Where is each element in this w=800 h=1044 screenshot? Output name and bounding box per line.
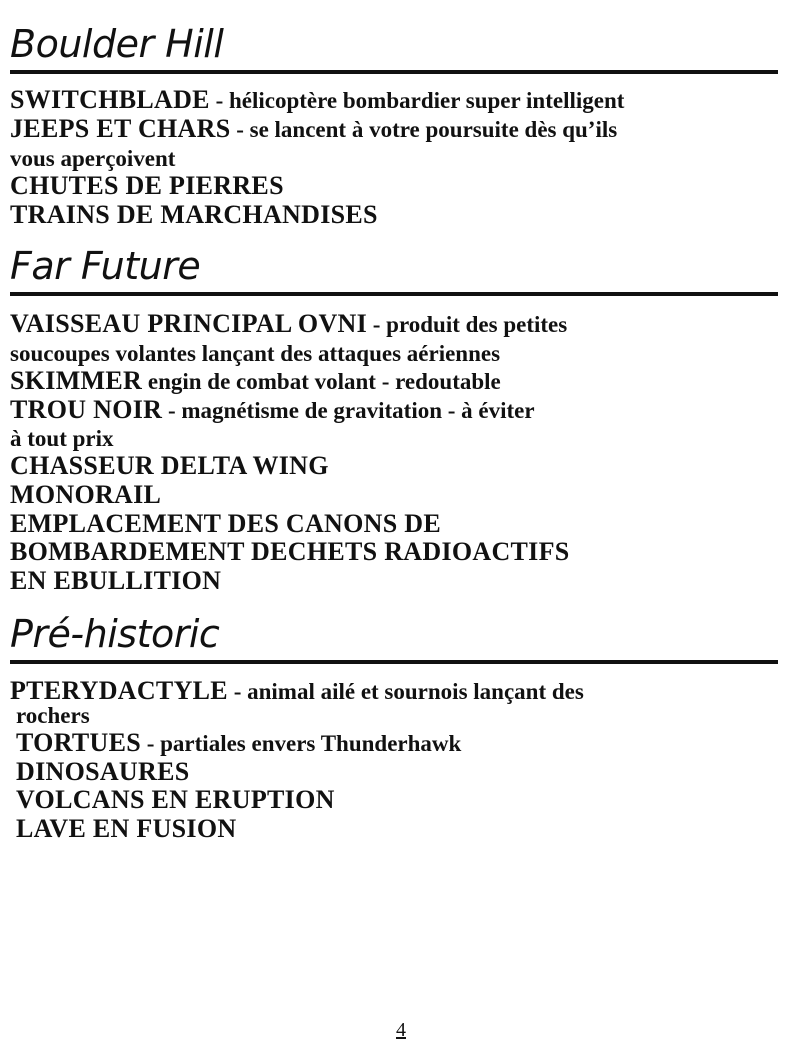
entry-description: rochers [16,703,90,728]
entry-name: BOMBARDEMENT DECHETS RADIOACTIFS [10,537,570,566]
entry-description: vous aperçoivent [10,146,176,171]
entry-trou-noir [10,396,790,426]
entry-lave-en-fusion [16,815,796,845]
entry-name: LAVE EN FUSION [16,814,237,843]
entry-description: engin de combat volant - redoutable [142,369,501,394]
entry-name: CHASSEUR DELTA WING [10,451,329,480]
section-divider [10,70,778,74]
entry-name: TROU NOIR [10,395,163,424]
section-title-pre-historic: Pré-historic [10,612,220,656]
entry-description: - se lancent à votre poursuite dès qu’ils [230,117,618,142]
entry-name: EN EBULLITION [10,566,222,595]
entry-continuation [10,424,790,454]
entry-name: TRAINS DE MARCHANDISES [10,200,378,229]
section-divider [10,292,778,296]
entry-name: CHUTES DE PIERRES [10,171,284,200]
entry-chasseur-delta-wing [10,452,790,482]
entry-emplacement-des-canons [10,510,790,540]
entry-description: - hélicoptère bombardier super intelligent [209,88,625,113]
entry-description: - animal ailé et sournois lançant des [227,679,584,704]
entry-continuation [10,144,790,174]
entry-volcans-en-eruption [16,786,796,816]
section-divider [10,660,778,664]
entry-name: DINOSAURES [16,757,190,786]
entry-name: VAISSEAU PRINCIPAL OVNI [10,309,368,338]
entry-en-ebullition [10,567,790,597]
entry-description: soucoupes volantes lançant des attaques aériennes [10,341,501,366]
entry-name: SWITCHBLADE [10,85,210,114]
entry-description: - produit des petites [367,312,568,337]
entry-skimmer [10,367,790,397]
entry-name: SKIMMER [10,366,143,395]
entry-chutes-de-pierres [10,172,790,202]
entry-name: MONORAIL [10,480,162,509]
entry-dinosaures [16,758,796,788]
entry-description: - magnétisme de gravitation - à éviter [162,398,535,423]
entry-description: - partiales envers Thunderhawk [140,731,462,756]
entry-name: TORTUES [16,728,141,757]
entry-name: EMPLACEMENT DES CANONS DE [10,509,442,538]
entry-continuation [10,339,790,369]
entry-jeeps-et-chars [10,115,790,145]
entry-name: JEEPS ET CHARS [10,114,231,143]
entry-vaisseau-principal-ovni [10,310,790,340]
entry-monorail [10,481,790,511]
entry-trains-de-marchandises [10,201,790,231]
entry-bombardement-dechets [10,538,790,568]
entry-name: VOLCANS EN ERUPTION [16,785,335,814]
entry-description: à tout prix [10,426,114,451]
entry-name: PTERYDACTYLE [10,676,228,705]
section-title-far-future: Far Future [10,244,201,288]
entry-switchblade [10,86,790,116]
page-number: 4 [396,1019,406,1041]
entry-continuation [16,701,796,731]
section-title-boulder-hill: Boulder Hill [10,22,224,66]
entry-tortues [16,729,796,759]
